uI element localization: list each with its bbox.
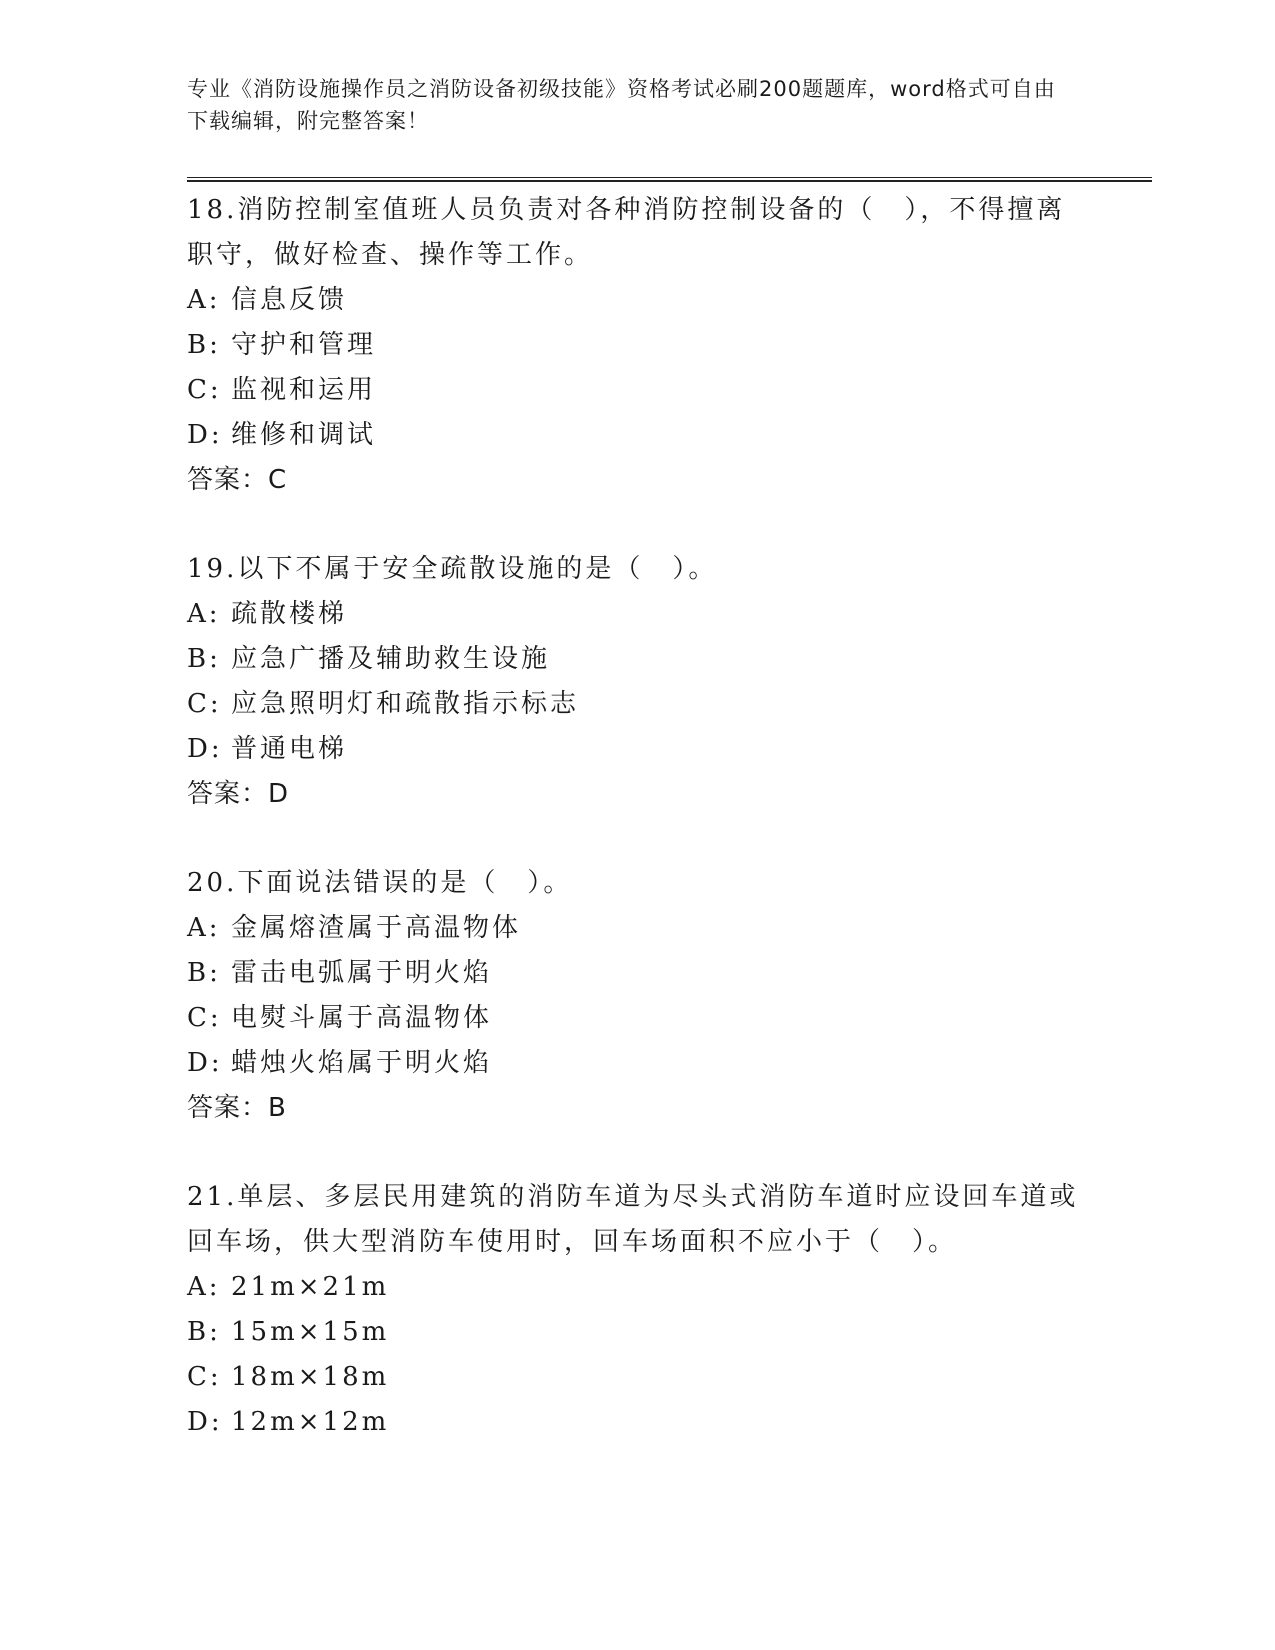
option-text: 应急广播及辅助救生设施 xyxy=(231,644,551,674)
option-key: B: xyxy=(187,644,221,674)
option-b xyxy=(187,1310,1087,1355)
question-18 xyxy=(187,188,1087,503)
question-stem: 18.消防控制室值班人员负责对各种消防控制设备的（ ），不得擅离职守，做好检查、操作等工作。 xyxy=(187,195,1066,270)
option-b xyxy=(187,323,1087,368)
option-c xyxy=(187,996,1087,1041)
option-text: 雷击电弧属于明火焰 xyxy=(231,958,493,988)
header-divider xyxy=(187,177,1152,182)
option-a xyxy=(187,906,1087,951)
option-key: D: xyxy=(187,1048,223,1078)
option-key: B: xyxy=(187,958,221,988)
option-c xyxy=(187,1355,1087,1400)
option-d xyxy=(187,1041,1087,1086)
option-key: A: xyxy=(187,285,221,315)
option-text: 电熨斗属于高温物体 xyxy=(231,1003,493,1033)
option-key: C: xyxy=(187,375,222,405)
question-21 xyxy=(187,1175,1087,1445)
option-key: C: xyxy=(187,1003,222,1033)
option-a xyxy=(187,278,1087,323)
option-text: 普通电梯 xyxy=(231,734,348,764)
question-20 xyxy=(187,861,1087,1131)
option-a xyxy=(187,592,1087,637)
option-key: D: xyxy=(187,420,223,450)
option-b xyxy=(187,951,1087,996)
option-text: 监视和运用 xyxy=(231,375,377,405)
document-header: 专业《消防设施操作员之消防设备初级技能》资格考试必刷200题题库，word格式可自由下载编辑，附完整答案！ xyxy=(187,77,1056,133)
option-text: 维修和调试 xyxy=(231,420,377,450)
option-text: 蜡烛火焰属于明火焰 xyxy=(231,1048,493,1078)
option-key: D: xyxy=(187,1407,223,1437)
answer: 答案：D xyxy=(187,779,290,809)
option-key: B: xyxy=(187,1317,221,1347)
answer: 答案：B xyxy=(187,1093,287,1123)
option-key: C: xyxy=(187,689,222,719)
option-text: 守护和管理 xyxy=(231,330,377,360)
question-19 xyxy=(187,547,1087,817)
option-key: D: xyxy=(187,734,223,764)
option-a xyxy=(187,1265,1087,1310)
option-text: 12m×12m xyxy=(231,1407,390,1437)
option-key: A: xyxy=(187,1272,221,1302)
option-key: A: xyxy=(187,599,221,629)
question-list xyxy=(187,188,1087,1489)
option-key: A: xyxy=(187,913,221,943)
option-text: 18m×18m xyxy=(231,1362,390,1392)
option-d xyxy=(187,727,1087,772)
question-stem: 21.单层、多层民用建筑的消防车道为尽头式消防车道时应设回车道或回车场，供大型消防车使用时，回车场面积不应小于（ ）。 xyxy=(187,1182,1079,1257)
option-d xyxy=(187,1400,1087,1445)
option-key: B: xyxy=(187,330,221,360)
answer: 答案：C xyxy=(187,465,288,495)
option-d xyxy=(187,413,1087,458)
option-key: C: xyxy=(187,1362,222,1392)
question-stem: 19.以下不属于安全疏散设施的是（ ）。 xyxy=(187,554,718,584)
option-c xyxy=(187,682,1087,727)
option-text: 疏散楼梯 xyxy=(231,599,348,629)
option-text: 15m×15m xyxy=(231,1317,390,1347)
option-text: 信息反馈 xyxy=(231,285,348,315)
question-stem: 20.下面说法错误的是（ ）。 xyxy=(187,868,573,898)
option-text: 应急照明灯和疏散指示标志 xyxy=(231,689,580,719)
option-c xyxy=(187,368,1087,413)
option-text: 21m×21m xyxy=(231,1272,390,1302)
option-text: 金属熔渣属于高温物体 xyxy=(231,913,522,943)
option-b xyxy=(187,637,1087,682)
